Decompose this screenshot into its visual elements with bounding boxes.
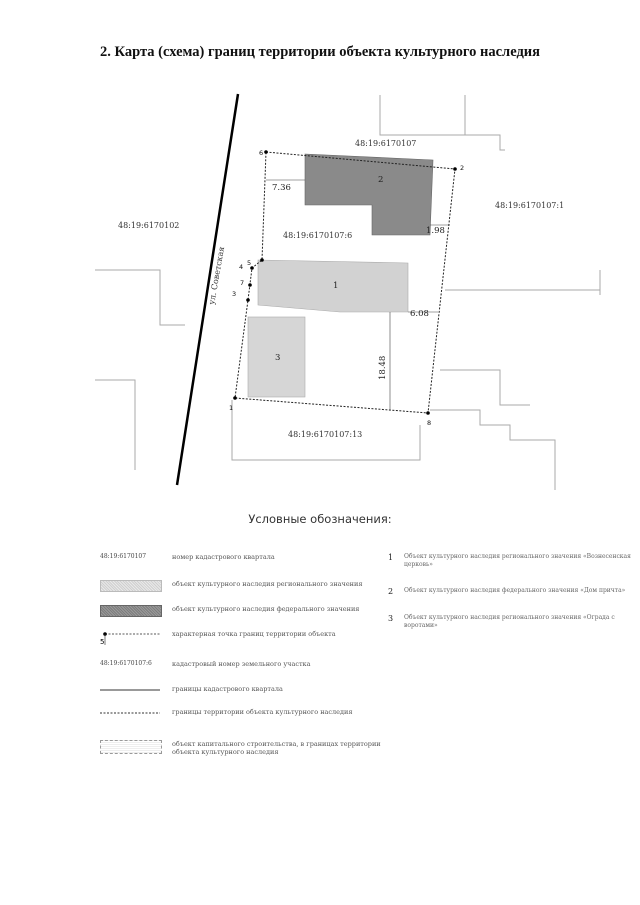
legend-text: границы территории объекта культурного наследия <box>172 708 353 716</box>
parcel-label-top: 48:19:6170107 <box>355 139 417 148</box>
legend-row-point <box>100 630 390 646</box>
dim-label-d4: 18.48 <box>378 355 388 380</box>
dim-label-d1: 7.36 <box>272 183 291 193</box>
object-entry-text: Объект культурного наследия федерального значения «Дом причта» <box>404 587 626 594</box>
quarter-line <box>95 380 135 470</box>
dim-label-d2: 1.98 <box>426 226 445 236</box>
legend-row-regional <box>100 580 390 596</box>
object-2-building <box>305 154 433 235</box>
point-label-4: 4 <box>239 263 244 271</box>
legend-text: объект культурного наследия федерального значения <box>172 605 360 613</box>
boundary-point <box>248 283 252 287</box>
territory-map <box>0 80 640 500</box>
legend-text: кадастровый номер земельного участка <box>172 660 311 668</box>
parcel-label-right: 48:19:6170107:1 <box>495 201 565 210</box>
boundary-point <box>453 167 457 171</box>
quarter-line <box>430 410 555 490</box>
legend-row-parcel <box>100 660 390 676</box>
legend-text: характерная точка границ территории объекта <box>172 630 336 638</box>
legend-symbol-parcel-number: 48:19:6170107:6 <box>100 660 152 667</box>
object-entry-number: 2 <box>388 587 394 596</box>
legend-row-quarter-boundary <box>100 685 390 701</box>
legend-row-federal <box>100 605 390 621</box>
legend-text: номер кадастрового квартала <box>172 553 275 561</box>
legend-swatch-regional <box>100 580 162 594</box>
boundary-point <box>233 396 237 400</box>
legend-symbol-point <box>100 630 162 644</box>
boundary-point <box>246 298 250 302</box>
object-entry-number: 3 <box>388 614 394 623</box>
legend-text: объект капитального строительства, в границах территории объекта культурного наследия <box>172 740 381 756</box>
quarter-line <box>95 270 185 325</box>
parcel-label-bottom: 48:19:6170107:13 <box>288 430 363 439</box>
object-entry-number: 1 <box>388 553 394 562</box>
object-number-3: 3 <box>275 353 281 363</box>
object-entry-text: Объект культурного наследия регионального значения «Вознесенская церковь» <box>404 553 631 568</box>
page-title: 2. Карта (схема) границ территории объекта культурного наследия <box>100 44 540 60</box>
point-label-2: 2 <box>460 164 465 172</box>
street-label: ул. Советская <box>207 245 227 306</box>
legend-symbol-quarter-number: 48:19:6170107 <box>100 553 147 560</box>
point-label-6: 6 <box>259 149 264 157</box>
dim-label-d3: 6.08 <box>410 309 429 319</box>
legend-row-construction <box>100 740 390 764</box>
legend-title: Условные обозначения: <box>248 512 392 526</box>
legend-text: границы кадастрового квартала <box>172 685 283 693</box>
legend-row-territory-boundary <box>100 708 390 724</box>
point-label-7: 7 <box>240 279 245 287</box>
legend-text: объект культурного наследия регионального значения <box>172 580 363 588</box>
point-label-8: 8 <box>427 419 432 427</box>
legend-symbol-dotted-line <box>100 708 162 722</box>
point-label-1: 1 <box>229 404 234 412</box>
point-line-icon <box>100 630 162 648</box>
object-number-2: 2 <box>378 175 384 185</box>
boundary-point <box>426 411 430 415</box>
legend-swatch-construction <box>100 740 162 754</box>
legend-swatch-federal <box>100 605 162 619</box>
object-entry-text: Объект культурного наследия регионального значения «Ограда с воротами» <box>404 614 615 629</box>
point-label-3: 3 <box>232 290 237 298</box>
legend-row-quarter <box>100 553 390 569</box>
point-label-5: 5 <box>247 259 252 267</box>
legend-symbol-solid-line <box>100 685 162 699</box>
boundary-point <box>264 150 268 154</box>
object-number-1: 1 <box>333 281 339 291</box>
parcel-label-main: 48:19:6170107:6 <box>283 231 353 240</box>
parcel-label-left: 48:19:6170102 <box>118 221 180 230</box>
legend-point-number: 5 <box>100 638 105 646</box>
boundary-point <box>260 258 264 262</box>
quarter-line <box>440 370 530 405</box>
street-line <box>177 94 238 485</box>
